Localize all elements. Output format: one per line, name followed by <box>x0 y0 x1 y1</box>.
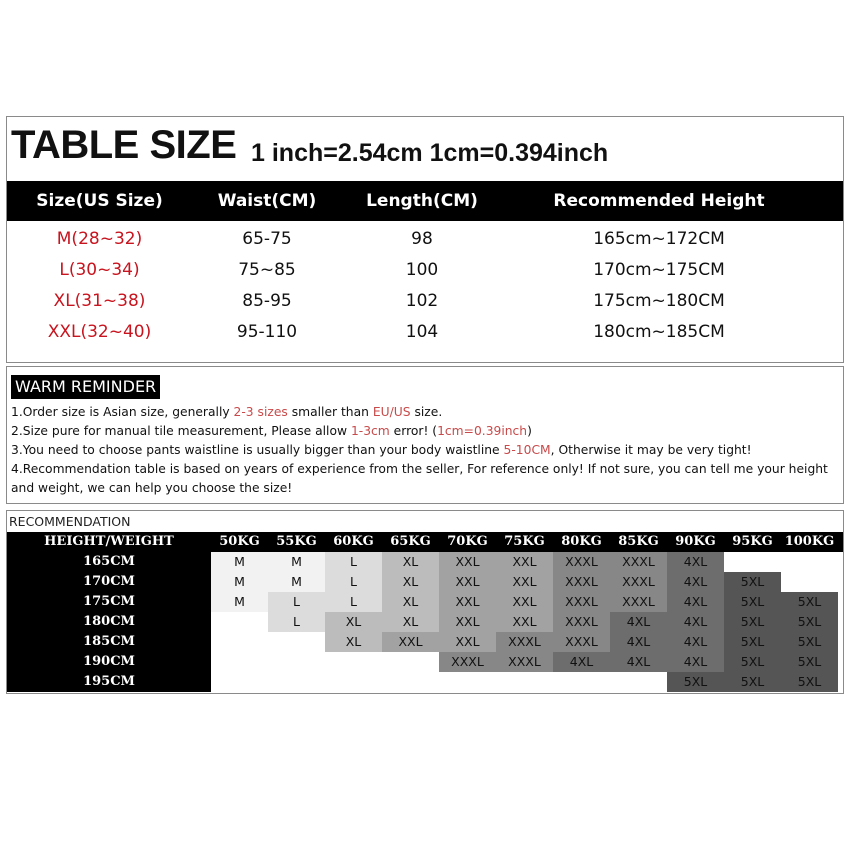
note-text: , Otherwise it may be very tight! <box>550 443 752 457</box>
reminder-note-4: 4.Recommendation table is based on years of experience from the seller, For reference only! If not sure, you can tell me your height and weight, we can help you choose the size! <box>11 462 828 495</box>
size-recommendation-cell: XL <box>382 592 439 612</box>
weight-header: 85KG <box>618 534 659 549</box>
height-weight-label: HEIGHT/WEIGHT <box>44 534 174 549</box>
size-recommendation-cell: 4XL <box>667 572 724 592</box>
size-recommendation-cell: 5XL <box>724 672 781 692</box>
size-recommendation-cell: 5XL <box>781 592 838 612</box>
size-recommendation-cell: 4XL <box>610 632 667 652</box>
recommendation-title: RECOMMENDATION <box>9 514 131 529</box>
height-cell: 175cm~180CM <box>593 291 725 311</box>
size-recommendation-cell: M <box>211 592 268 612</box>
height-cell: 170cm~175CM <box>593 260 725 280</box>
header-height: Recommended Height <box>553 191 765 211</box>
size-table-header <box>7 181 843 221</box>
unit-conversion: 1 inch=2.54cm 1cm=0.394inch <box>251 139 609 167</box>
note-text: 2.Size pure for manual tile measurement, Please allow <box>11 424 351 438</box>
size-recommendation-cell <box>781 572 838 592</box>
size-recommendation-cell: XL <box>325 632 382 652</box>
weight-header: 55KG <box>276 534 317 549</box>
size-recommendation-cell: 5XL <box>781 672 838 692</box>
length-cell: 102 <box>405 291 439 311</box>
size-recommendation-cell: XXXL <box>496 632 553 652</box>
length-cell: 98 <box>411 229 433 249</box>
size-recommendation-cell: XXL <box>382 632 439 652</box>
size-recommendation-cell: XXXL <box>553 572 610 592</box>
size-recommendation-cell: XXXL <box>496 652 553 672</box>
size-recommendation-cell <box>724 552 781 572</box>
size-recommendation-cell: XXXL <box>610 572 667 592</box>
size-recommendation-cell: XL <box>382 612 439 632</box>
size-recommendation-cell <box>211 672 268 692</box>
height-label: 165CM <box>7 552 211 572</box>
size-recommendation-cell: XXL <box>439 572 496 592</box>
table-size-title: TABLE SIZE <box>11 123 237 167</box>
height-label: 175CM <box>7 592 211 612</box>
size-recommendation-cell: M <box>268 552 325 572</box>
height-label: 185CM <box>7 632 211 652</box>
height-label: 180CM <box>7 612 211 632</box>
size-recommendation-cell: L <box>325 592 382 612</box>
size-row <box>7 224 843 255</box>
header-length: Length(CM) <box>366 191 478 211</box>
size-recommendation-cell: XXL <box>496 572 553 592</box>
size-cell: XXL(32~40) <box>47 322 152 342</box>
weight-header: 65KG <box>390 534 431 549</box>
weight-header: 90KG <box>675 534 716 549</box>
note-text: 1.Order size is Asian size, generally <box>11 405 234 419</box>
waist-cell: 65-75 <box>242 229 292 249</box>
size-recommendation-cell <box>439 672 496 692</box>
size-recommendation-cell: XXL <box>439 612 496 632</box>
size-recommendation-cell: 4XL <box>667 632 724 652</box>
reminder-note-3 <box>11 441 837 460</box>
waist-cell: 95-110 <box>236 322 298 342</box>
size-recommendation-cell: XXXL <box>439 652 496 672</box>
size-recommendation-cell: M <box>211 572 268 592</box>
note-highlight: 2-3 sizes <box>233 405 288 419</box>
weight-header: 60KG <box>333 534 374 549</box>
size-recommendation-cell: 4XL <box>553 652 610 672</box>
reminder-note-2 <box>11 422 837 441</box>
size-recommendation-cell: M <box>211 552 268 572</box>
waist-cell: 75~85 <box>238 260 296 280</box>
reminder-note-1 <box>11 403 837 422</box>
header-size: Size(US Size) <box>36 191 163 211</box>
size-row <box>7 255 843 286</box>
note-highlight: 5-10CM <box>503 443 551 457</box>
size-row <box>7 286 843 317</box>
recommendation-panel <box>6 510 844 694</box>
size-recommendation-cell <box>268 652 325 672</box>
size-recommendation-cell: XXXL <box>553 592 610 612</box>
size-recommendation-cell <box>553 672 610 692</box>
size-recommendation-cell: XXXL <box>610 552 667 572</box>
size-recommendation-cell: XXL <box>439 552 496 572</box>
size-recommendation-cell <box>268 672 325 692</box>
note-text: 3.You need to choose pants waistline is usually bigger than your body waistline <box>11 443 504 457</box>
size-recommendation-cell: XXXL <box>610 592 667 612</box>
size-recommendation-cell: 4XL <box>667 612 724 632</box>
size-recommendation-cell: XL <box>382 572 439 592</box>
note-text: error! ( <box>389 424 438 438</box>
weight-header: 100KG <box>784 534 835 549</box>
size-recommendation-cell: L <box>325 552 382 572</box>
size-cell: XL(31~38) <box>53 291 146 311</box>
note-text: size. <box>410 405 443 419</box>
height-label: 190CM <box>7 652 211 672</box>
size-recommendation-cell: 5XL <box>724 652 781 672</box>
size-recommendation-cell <box>382 672 439 692</box>
size-recommendation-cell: 4XL <box>667 552 724 572</box>
size-recommendation-cell: XXL <box>496 552 553 572</box>
size-recommendation-cell: 5XL <box>724 592 781 612</box>
length-cell: 100 <box>405 260 439 280</box>
size-recommendation-cell: XXXL <box>553 552 610 572</box>
weight-header: 70KG <box>447 534 488 549</box>
size-recommendation-cell: XXXL <box>553 632 610 652</box>
size-recommendation-cell: L <box>268 612 325 632</box>
header-waist: Waist(CM) <box>217 191 317 211</box>
size-recommendation-cell: 5XL <box>724 572 781 592</box>
size-recommendation-cell <box>781 552 838 572</box>
size-recommendation-cell: 5XL <box>781 632 838 652</box>
height-cell: 180cm~185CM <box>593 322 725 342</box>
note-highlight: 1cm=0.39inch <box>437 424 528 438</box>
weight-header: 75KG <box>504 534 545 549</box>
size-recommendation-cell: L <box>268 592 325 612</box>
size-recommendation-cell: XXL <box>496 592 553 612</box>
size-recommendation-cell: 4XL <box>667 652 724 672</box>
size-recommendation-cell <box>325 672 382 692</box>
size-recommendation-cell <box>211 652 268 672</box>
waist-cell: 85-95 <box>242 291 292 311</box>
size-recommendation-cell: M <box>268 572 325 592</box>
note-text: ) <box>527 424 532 438</box>
size-recommendation-cell <box>211 612 268 632</box>
size-recommendation-cell <box>382 652 439 672</box>
note-highlight: EU/US <box>372 405 411 419</box>
size-recommendation-cell: XXL <box>439 592 496 612</box>
size-recommendation-cell: XXL <box>439 632 496 652</box>
warm-reminder-title: WARM REMINDER <box>11 375 160 399</box>
size-cell: M(28~32) <box>56 229 143 249</box>
size-recommendation-cell <box>610 672 667 692</box>
weight-header: 95KG <box>732 534 773 549</box>
size-recommendation-cell: 5XL <box>724 632 781 652</box>
height-label: 195CM <box>7 672 211 692</box>
weight-header: 50KG <box>219 534 260 549</box>
size-recommendation-cell <box>496 672 553 692</box>
height-label: 170CM <box>7 572 211 592</box>
size-recommendation-cell: L <box>325 572 382 592</box>
recommendation-header <box>7 532 843 552</box>
size-recommendation-cell: XXL <box>496 612 553 632</box>
size-recommendation-cell: XL <box>325 612 382 632</box>
size-table-panel <box>6 116 844 363</box>
size-row <box>7 317 843 348</box>
size-recommendation-cell: XXXL <box>553 612 610 632</box>
size-recommendation-cell <box>211 632 268 652</box>
length-cell: 104 <box>405 322 439 342</box>
note-text: smaller than <box>287 405 373 419</box>
size-recommendation-cell: XL <box>382 552 439 572</box>
size-recommendation-cell: 5XL <box>781 652 838 672</box>
height-cell: 165cm~172CM <box>593 229 725 249</box>
size-recommendation-cell: 5XL <box>781 612 838 632</box>
size-cell: L(30~34) <box>59 260 140 280</box>
size-recommendation-cell: 5XL <box>724 612 781 632</box>
weight-header: 80KG <box>561 534 602 549</box>
size-recommendation-cell <box>325 652 382 672</box>
size-recommendation-cell <box>268 632 325 652</box>
note-highlight: 1-3cm <box>350 424 390 438</box>
size-recommendation-cell: 4XL <box>610 612 667 632</box>
size-recommendation-cell: 4XL <box>667 592 724 612</box>
size-recommendation-cell: 5XL <box>667 672 724 692</box>
warm-reminder-panel <box>6 366 844 504</box>
size-recommendation-cell: 4XL <box>610 652 667 672</box>
